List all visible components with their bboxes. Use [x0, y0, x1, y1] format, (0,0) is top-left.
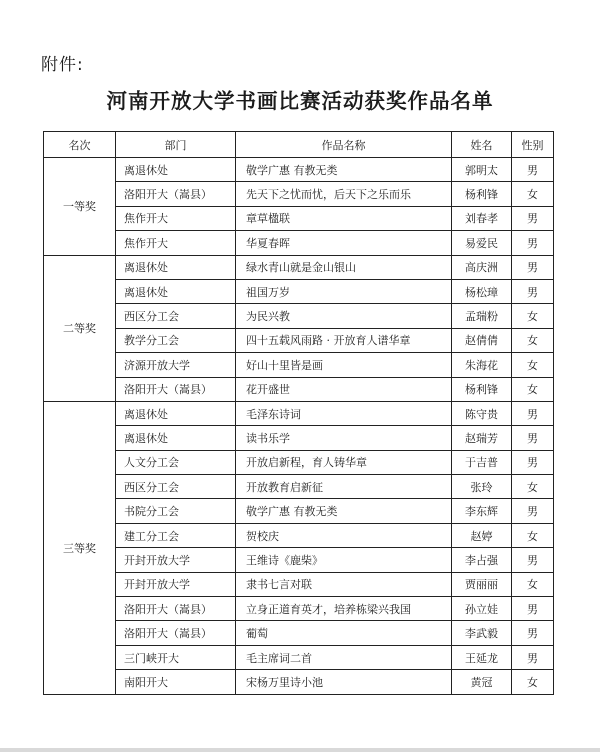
gender-cell: 女 [512, 353, 554, 377]
rank-cell: 一等奖 [44, 158, 116, 256]
work-cell: 隶书七言对联 [236, 572, 452, 596]
header-department: 部门 [116, 132, 236, 158]
gender-cell: 男 [512, 158, 554, 182]
gender-cell: 女 [512, 304, 554, 328]
table-row [44, 158, 554, 182]
department-cell: 开封开放大学 [116, 548, 236, 572]
name-cell: 于吉普 [452, 450, 512, 474]
work-cell: 祖国万岁 [236, 279, 452, 303]
name-cell: 王延龙 [452, 645, 512, 669]
name-cell: 李武毅 [452, 621, 512, 645]
work-cell: 葡萄 [236, 621, 452, 645]
gender-cell: 女 [512, 182, 554, 206]
name-cell: 杨利锋 [452, 182, 512, 206]
work-cell: 毛泽东诗词 [236, 401, 452, 425]
department-cell: 教学分工会 [116, 328, 236, 352]
table-row [44, 182, 554, 206]
table-row [44, 548, 554, 572]
name-cell: 黄冠 [452, 670, 512, 694]
department-cell: 西区分工会 [116, 475, 236, 499]
department-cell: 洛阳开大（嵩县） [116, 377, 236, 401]
gender-cell: 女 [512, 328, 554, 352]
table-row [44, 401, 554, 425]
gender-cell: 男 [512, 450, 554, 474]
department-cell: 洛阳开大（嵩县） [116, 621, 236, 645]
name-cell: 郭明太 [452, 158, 512, 182]
table-row [44, 255, 554, 279]
department-cell: 西区分工会 [116, 304, 236, 328]
name-cell: 孟瑞粉 [452, 304, 512, 328]
work-cell: 华夏春晖 [236, 231, 452, 255]
gender-cell: 男 [512, 621, 554, 645]
department-cell: 离退休处 [116, 401, 236, 425]
table-row [44, 523, 554, 547]
name-cell: 杨利锋 [452, 377, 512, 401]
award-table [43, 131, 554, 695]
work-cell: 毛主席词二首 [236, 645, 452, 669]
department-cell: 书院分工会 [116, 499, 236, 523]
department-cell: 人文分工会 [116, 450, 236, 474]
name-cell: 陈守贵 [452, 401, 512, 425]
document-title: 河南开放大学书画比赛活动获奖作品名单 [106, 89, 494, 113]
table-row [44, 475, 554, 499]
table-row [44, 377, 554, 401]
table-row [44, 304, 554, 328]
table-row [44, 597, 554, 621]
work-cell: 绿水青山就是金山银山 [236, 255, 452, 279]
work-cell: 王维诗《鹿柴》 [236, 548, 452, 572]
name-cell: 杨松璋 [452, 279, 512, 303]
table-row [44, 621, 554, 645]
department-cell: 济源开放大学 [116, 353, 236, 377]
header-gender: 性别 [512, 132, 554, 158]
name-cell: 贾丽丽 [452, 572, 512, 596]
gender-cell: 男 [512, 231, 554, 255]
name-cell: 刘春孝 [452, 206, 512, 230]
table-row [44, 572, 554, 596]
department-cell: 洛阳开大（嵩县） [116, 597, 236, 621]
name-cell: 赵倩倩 [452, 328, 512, 352]
table-row [44, 206, 554, 230]
gender-cell: 女 [512, 377, 554, 401]
gender-cell: 男 [512, 597, 554, 621]
table-row [44, 645, 554, 669]
bottom-edge [0, 748, 600, 752]
table-row [44, 499, 554, 523]
gender-cell: 男 [512, 255, 554, 279]
department-cell: 洛阳开大（嵩县） [116, 182, 236, 206]
gender-cell: 男 [512, 401, 554, 425]
department-cell: 离退休处 [116, 426, 236, 450]
work-cell: 好山十里皆是画 [236, 353, 452, 377]
work-cell: 宋杨万里诗小池 [236, 670, 452, 694]
work-cell: 敬学广惠 有教无类 [236, 158, 452, 182]
work-cell: 章草楹联 [236, 206, 452, 230]
department-cell: 离退休处 [116, 255, 236, 279]
table-header-row [44, 132, 554, 158]
rank-cell: 三等奖 [44, 401, 116, 694]
table-row [44, 231, 554, 255]
name-cell: 孙立娃 [452, 597, 512, 621]
name-cell: 李占强 [452, 548, 512, 572]
work-cell: 花开盛世 [236, 377, 452, 401]
department-cell: 开封开放大学 [116, 572, 236, 596]
table-row [44, 353, 554, 377]
department-cell: 焦作开大 [116, 231, 236, 255]
work-cell: 开放启新程，育人铸华章 [236, 450, 452, 474]
rank-cell: 二等奖 [44, 255, 116, 401]
department-cell: 离退休处 [116, 158, 236, 182]
name-cell: 赵瑞芳 [452, 426, 512, 450]
work-cell: 立身正道育英才，培养栋梁兴我国 [236, 597, 452, 621]
header-name: 姓名 [452, 132, 512, 158]
work-cell: 四十五载风雨路 · 开放育人谱华章 [236, 328, 452, 352]
gender-cell: 男 [512, 279, 554, 303]
name-cell: 易爱民 [452, 231, 512, 255]
work-cell: 贺校庆 [236, 523, 452, 547]
work-cell: 开放教育启新征 [236, 475, 452, 499]
name-cell: 高庆洲 [452, 255, 512, 279]
gender-cell: 男 [512, 548, 554, 572]
department-cell: 建工分工会 [116, 523, 236, 547]
gender-cell: 男 [512, 206, 554, 230]
name-cell: 朱海花 [452, 353, 512, 377]
name-cell: 赵婷 [452, 523, 512, 547]
header-work: 作品名称 [236, 132, 452, 158]
gender-cell: 女 [512, 670, 554, 694]
attachment-label: 附件: [41, 55, 84, 75]
gender-cell: 男 [512, 426, 554, 450]
department-cell: 离退休处 [116, 279, 236, 303]
table-body [44, 158, 554, 695]
department-cell: 南阳开大 [116, 670, 236, 694]
table-row [44, 450, 554, 474]
table-row [44, 279, 554, 303]
department-cell: 焦作开大 [116, 206, 236, 230]
header-rank: 名次 [44, 132, 116, 158]
work-cell: 为民兴教 [236, 304, 452, 328]
work-cell: 读书乐学 [236, 426, 452, 450]
name-cell: 张玲 [452, 475, 512, 499]
gender-cell: 男 [512, 499, 554, 523]
table-row [44, 426, 554, 450]
work-cell: 敬学广惠 有教无类 [236, 499, 452, 523]
table-row [44, 670, 554, 694]
gender-cell: 女 [512, 523, 554, 547]
work-cell: 先天下之忧而忧，后天下之乐而乐 [236, 182, 452, 206]
gender-cell: 女 [512, 475, 554, 499]
department-cell: 三门峡开大 [116, 645, 236, 669]
gender-cell: 男 [512, 645, 554, 669]
table-row [44, 328, 554, 352]
gender-cell: 女 [512, 572, 554, 596]
name-cell: 李东辉 [452, 499, 512, 523]
